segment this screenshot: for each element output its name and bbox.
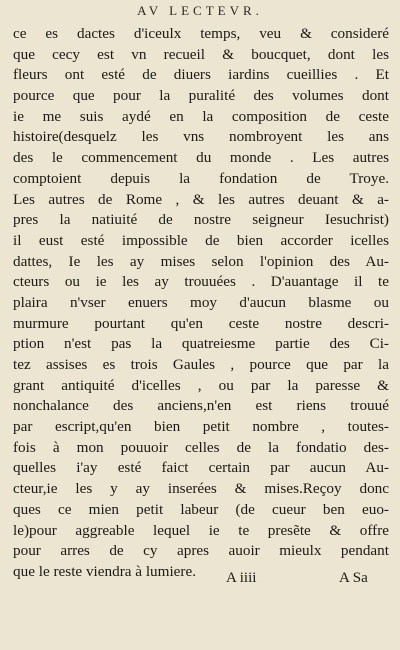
- text-line: pource que pour la puralité des volumes dont: [13, 87, 389, 105]
- text-line: murmure pourtant qu'en ceste nostre descri-: [13, 314, 389, 332]
- body-text: [13, 24, 389, 583]
- text-line: que cecy est vn recueil & boucquet, dont les: [13, 45, 389, 63]
- text-line: ie me suis aydé en la composition de ceste: [13, 107, 389, 125]
- text-line: pour arres de cy apres auoir mieulx pendant: [13, 542, 389, 560]
- text-line: cteurs ou ie les ay trouuées . D'auantage il te: [13, 273, 389, 291]
- page-footer: [0, 570, 400, 594]
- text-line: que le reste viendra à lumiere.: [13, 562, 197, 580]
- text-line: des le commencement du monde . Les autres: [13, 149, 389, 167]
- text-line: ques ce mien petit labeur (de cueur ben euo-: [13, 500, 389, 518]
- signature-mark: A iiii: [226, 570, 257, 586]
- text-line: comptoient depuis la fondation de Troye.: [13, 169, 389, 187]
- text-line: ption n'est pas la quatreiesme partie des Ci-: [13, 335, 389, 353]
- text-line: quelles i'ay esté faict certain par aucun Au-: [13, 459, 389, 477]
- text-line: dattes, Ie les ay mises selon l'opinion des Au-: [13, 252, 389, 270]
- text-line: fleurs ont esté de diuers iardins cueillies . Et: [13, 66, 389, 84]
- text-line: pres la natiuité de nostre seigneur Iesuchrist): [13, 211, 389, 229]
- running-head: AV LECTEVR.: [137, 3, 263, 18]
- text-line: grant antiquité d'icelles , ou par la paresse &: [13, 376, 389, 394]
- text-line: le)pour aggreable lequel ie te presẽte & offre: [13, 521, 389, 539]
- text-line: par escript,qu'en bien petit nombre , toutes-: [13, 418, 389, 436]
- text-line: fois à mon pouuoir celles de la fondatio des-: [13, 438, 389, 456]
- text-line: ce es dactes d'iceulx temps, veu & consideré: [13, 25, 389, 42]
- text-line: plaira n'vser enuers moy d'aucun blasme ou: [13, 293, 389, 311]
- text-line: cteur,ie les y ay inserées & mises.Reçoy donc: [13, 480, 389, 498]
- text-line: nonchalance des anciens,n'en est riens trouué: [13, 397, 389, 415]
- text-line: Les autres de Rome , & les autres deuant & a-: [13, 190, 389, 208]
- catchword: A Sa: [339, 570, 368, 586]
- text-line: tez assises es trois Gaules , pource que par la: [13, 356, 389, 373]
- text-line: il eust esté impossible de bien accorder icelles: [13, 231, 389, 249]
- text-line: histoire(desquelz les vns nombroyent les ans: [13, 128, 389, 146]
